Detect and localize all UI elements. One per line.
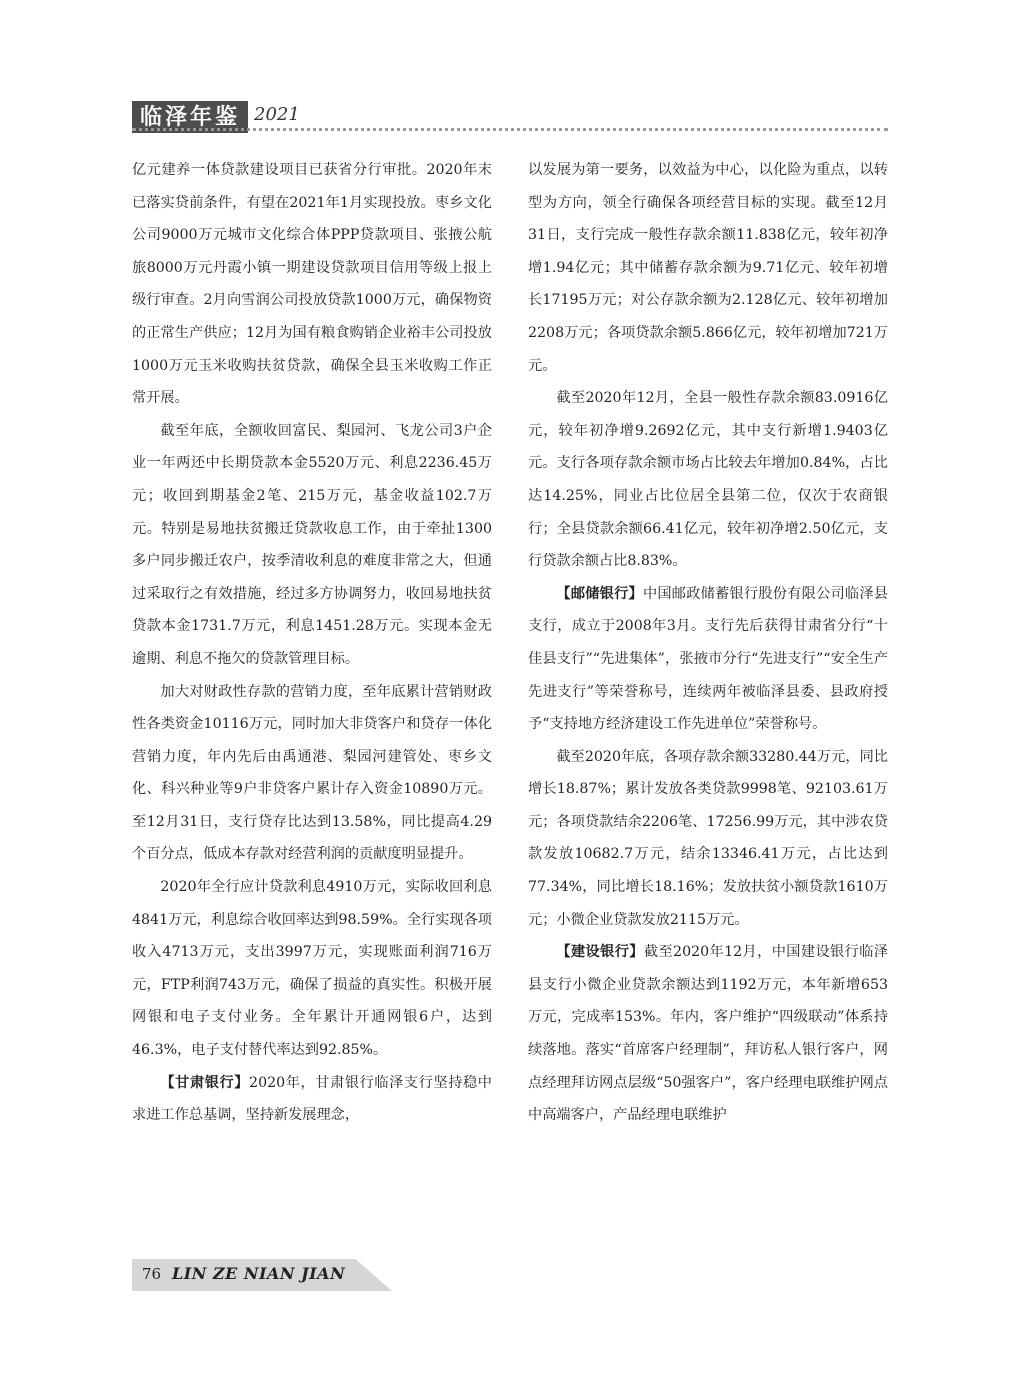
section-label-postal-bank: 【邮储银行】 xyxy=(556,585,643,602)
paragraph-text: 截至2020年12月，中国建设银行临泽县支行小微企业贷款余额达到1192万元，本年新增653万元，完成率153%。年内，客户维护“四级联动”体系持续落地。落实“首席客户经理制”，拜访私人银行客户，网点经理拜访网点层级“50强客户”，客户经理电联维护网点中高端客户，产品经理电联维护 xyxy=(528,944,888,1124)
header-divider xyxy=(132,128,888,131)
section-label-gansu-bank: 【甘肃银行】 xyxy=(160,1074,250,1091)
paragraph xyxy=(132,1067,492,1132)
paragraph-text: 2020年，甘肃银行临泽支行坚持稳中求进工作总基调，坚持新发展理念， xyxy=(132,1074,492,1124)
section-label-construction-bank: 【建设银行】 xyxy=(556,944,644,961)
left-column xyxy=(132,154,492,1132)
paragraph: 以发展为第一要务，以效益为中心，以化险为重点，以转型为方向，领全行确保各项经营目标的实现。截至12月31日，支行完成一般性存款余额11.838亿元，较年初净增1.94亿元；其中储蓄存款余额为9.71亿元、较年初增长17195万元；对公存款余额为2.128亿元、较年初增加2208万元；各项贷款余额5.866亿元，较年初增加721万元。 xyxy=(528,162,888,374)
yearbook-logo: 临泽年鉴 xyxy=(132,101,248,133)
page-number: 76 xyxy=(142,1265,162,1283)
paragraph: 截至年底，全额收回富民、梨园河、飞龙公司3户企业一年两还中长期贷款本金5520万元、利息2236.45万元；收回到期基金2笔、215万元，基金收益102.7万元。特别是易地扶贫搬迁贷款收息工作，由于牵扯1300多户同步搬迁农户，按季清收利息的难度非常之大，但通过采取行之有效措施，经过多方协调努力，收回易地扶贫贷款本金1731.7万元，利息1451.28万元。实现本金无逾期、利息不拖欠的贷款管理目标。 xyxy=(132,422,492,667)
paragraph: 截至2020年底，各项存款余额33280.44万元，同比增长18.87%；累计发放各类贷款9998笔、92103.61万元；各项贷款结余2206笔、17256.99万元，其中涉农贷款发放10682.7万元，结余13346.41万元，占比达到77.34%，同比增长18.16%；发放扶贫小额贷款1610万元；小微企业贷款发放2115万元。 xyxy=(528,748,888,928)
paragraph: 亿元建养一体贷款建设项目已获省分行审批。2020年末已落实贷前条件，有望在2021年1月实现投放。枣乡文化公司9000万元城市文化综合体PPP贷款项目、张掖公航旅8000万元丹霞小镇一期建设贷款项目信用等级上报上级行审查。2月向雪润公司投放贷款1000万元，确保物资的正常生产供应；12月为国有粮食购销企业裕丰公司投放1000万元玉米收购扶贫贷款，确保全县玉米收购工作正常开展。 xyxy=(132,162,492,407)
paragraph xyxy=(528,936,888,1132)
paragraph: 截至2020年12月，全县一般性存款余额83.0916亿元，较年初净增9.2692亿元，其中支行新增1.9403亿元。支行各项存款余额市场占比较去年增加0.84%，占比达14.25%，同业占比位居全县第二位，仅次于农商银行；全县贷款余额66.41亿元，较年初净增2.50亿元，支行贷款余额占比8.83%。 xyxy=(528,390,888,570)
header-year: 2021 xyxy=(254,104,300,125)
right-column xyxy=(528,154,888,1132)
paragraph-text: 中国邮政储蓄银行股份有限公司临泽县支行，成立于2008年3月。支行先后获得甘肃省分行“十佳县支行”“先进集体”，张掖市分行“先进支行”“安全生产先进支行”等荣誉称号，连续两年被临泽县委、县政府授予“支持地方经济建设工作先进单位”荣誉称号。 xyxy=(528,585,888,733)
paragraph xyxy=(528,578,888,741)
paragraph: 2020年全行应计贷款利息4910万元，实际收回利息4841万元，利息综合收回率达到98.59%。全行实现各项收入4713万元，支出3997万元，实现账面利润716万元，FTP利润743万元，确保了损益的真实性。积极开展网银和电子支付业务。全年累计开通网银6户，达到46.3%，电子支付替代率达到92.85%。 xyxy=(132,879,492,1059)
footer-title: LIN ZE NIAN JIAN xyxy=(172,1264,346,1283)
paragraph: 加大对财政性存款的营销力度，至年底累计营销财政性各类资金10116万元，同时加大非贷客户和贷存一体化营销力度，年内先后由禹通港、梨园河建管处、枣乡文化、科兴种业等9户非贷客户累计存入资金10890万元。至12月31日，支行贷存比达到13.58%，同比提高4.29个百分点，低成本存款对经营利润的贡献度明显提升。 xyxy=(132,683,492,863)
